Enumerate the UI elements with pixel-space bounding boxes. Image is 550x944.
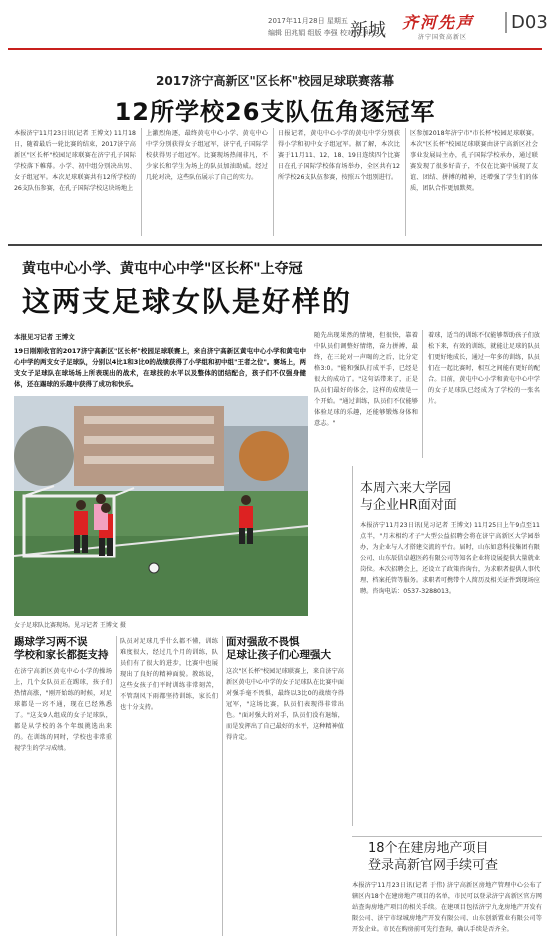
article1-column-4: 区参加2018年济宁市"市长杯"校园足球联赛。本次"区长杯"校园足球联赛由济宁高新区社会事业发展局主办，孔子国际学校承办，通过联赛发现了很多好苗子，不仅在比赛中展现了友谊、团结、拼搏的精神，还增强了学生们的体质，团队合作更加默契。 [410, 130, 538, 192]
article2-subhead-2: 面对强敌不畏惧 足球让孩子们心理强大 [226, 636, 331, 661]
photo-caption: 女子足球队比赛现场。见习记者 王博文 摄 [14, 622, 126, 629]
column-divider [422, 330, 423, 458]
date-line: 2017年11月28日 星期五 [268, 17, 348, 25]
sidebar2-title: 18个在建房地产项目 登录高新官网手续可查 [368, 841, 499, 873]
article2-section-2-text: 这次"区长杯"校园足球联赛上，来自济宁高新区黄屯中心中学的女子足球队在比赛中面对强手毫不畏惧，最终以3比0的战绩夺得冠军，"这场比赛，队员们表现得非常出色。"面对强大的对手，队员们没有退缩，而是发挥出了自己最好的水平，这种精神值得肯定。 [226, 668, 344, 741]
article1-column-2: 上激烈角逐，最终黄屯中心小学、黄屯中心中学分别获得女子组冠军，济宁孔子国际学校获得男子组冠军。比赛现场热闹非凡，不少家长和学生为场上的队员加油助威。经过几轮对决，这些队伍展示了自己的实力。 [146, 130, 268, 181]
newspaper-logo: 齐河先声 [402, 13, 475, 32]
page-number: D03 [505, 12, 548, 33]
article1-headline: 12所学校26支队伍角逐冠军 [114, 98, 436, 126]
sidebar-rule [352, 836, 542, 837]
article2-kicker: 黄屯中心小学、黄屯中心中学"区长杯"上夺冠 [22, 261, 303, 277]
section-name: 新城 [350, 20, 386, 41]
section-rule [8, 244, 542, 246]
sidebar1-title: 本周六来大学园 与企业HR面对面 [360, 481, 457, 513]
soccer-match-photo [14, 396, 308, 616]
article2-lead: 19日刚刚收官的2017济宁高新区"区长杯"校园足球联赛上，来自济宁高新区黄屯中心小学和黄屯中心中学的两支女子足球队，分别以4比1和3比0的战绩获得了小学组和初中组"王者之位"。赛场上，两支女子足球队在球场场上所表现出的战术，在球技的水平以及整体的团结配合，孩子们不仅强身健体，还在踢球的乐趣中获得了成功和快乐。 [14, 347, 306, 388]
column-divider [222, 636, 223, 936]
article1-kicker: 2017济宁高新区"区长杯"校园足球联赛落幕 [156, 74, 394, 88]
article2-headline: 这两支足球女队是好样的 [22, 285, 353, 318]
article2-subhead-1: 踢球学习两不误 学校和家长都挺支持 [14, 636, 109, 661]
masthead [0, 0, 550, 50]
article1-column-1: 本报济宁11月23日讯(记者 王博文) 11月18日，随着最后一轮比赛的结束，2017济宁高新区"区长杯"校园足球联赛在济宁孔子国际学校落下帷幕。小学、初中组分别决出男、女子组冠军。本次足球联赛共有12所学校的26支队伍参赛，在孔子国际学校这块场地上 [14, 130, 136, 192]
article2-right-column-2: 着球，适当的训练不仅能够帮助孩子们放松下来，有效的训练，就能让足球的队员们更好地成长，通过一年多的训练，队员们在一起比赛时，相互之间能有更好的配合。目前，黄屯中心小学和黄屯中心中学的女子足球队已经成为了学校的一张名片。 [428, 332, 540, 405]
logo-subtitle: 济宁国资高新区 [418, 34, 468, 41]
column-divider [405, 128, 406, 236]
article2-middle-text: 队员对足球几乎什么都不懂，训练难度很大，经过几个月的训练，队员们有了很大的进步，比赛中也展现出了良好的精神面貌。教练说，这些女孩子们平时训练非常刻苦，不管刮风下雨都坚持训练，家长们也十分支持。 [120, 638, 218, 711]
column-divider [141, 128, 142, 236]
column-divider [273, 128, 274, 236]
header-rule [8, 48, 542, 50]
sidebar1-text: 本报济宁11月23日讯(见习记者 王博文) 11月25日上午9点至11点半，"月末相约才子"大型公益招聘会将在济宁高新区大学园举办，为企业与人才搭建交流的平台。届时，山东如意科技集团有限公司、山东辰信卓越医药有限公司等知名企业将设展提供大量就业岗位。本次招聘会上，还设立了政策咨询台，为求职者提供人事代理、档案托管等服务。求职者可携带个人简历及相关证件到现场应聘。咨询电话：0537-3288013。 [360, 522, 540, 595]
soccer-match-illustration [14, 396, 308, 616]
column-divider [116, 636, 117, 936]
article1-column-3: 日报记者，黄屯中心小学的黄屯中学分别获得小学和初中女子组冠军。据了解，本次比赛于11月11、12、18、19日连续四个比赛日在孔子国际学校体育场举办，全区共有12所学校26支队伍参赛，按照五个组别进行。 [278, 130, 400, 181]
sidebar2-text: 本报济宁11月23日讯(记者 于伟) 济宁高新区房地产管理中心公布了辖区内18个在建房地产项目的名单，市民可以登录济宁高新区官方网站查询房地产项目的相关手续。在建项目包括济宁九龙房地产开发有限公司、济宁市绿城房地产开发有限公司、山东创新置业有限公司等开发企业。市民在购房前可先行查询，确认手续是否齐全。 [352, 882, 542, 933]
article2-section-1-text: 在济宁高新区黄屯中心小学的操场上，几个女队员正在踢球，孩子们热情高涨，"刚开始练的时候，对足球都是一窍不通，现在已经熟悉了。"这支9人组成的女子足球队，都是从学校的各个年级挑选出来的。在训练的同时，学校也非常重视学生的学习成绩。 [14, 668, 112, 752]
article2-right-column-1: 随先出现果然的情境，但很快，靠着中队员们调整好情绪，奋力拼搏，最终，在三轮对一声喝的之后，比分定格3:0。"能和强队打成平手，已经是很大的成功了。"这句话带来了，正是队员们最好的体会，这样的成绩是一个开始。"通过训练，队员们不仅能够体验足球的乐趣，还能够锻炼身体和意志。" [314, 332, 418, 427]
article2-byline: 本报见习记者 王博文 [14, 333, 75, 341]
editors-line: 编辑 田兆娟 组版 李强 校对 王利文 [268, 29, 378, 37]
